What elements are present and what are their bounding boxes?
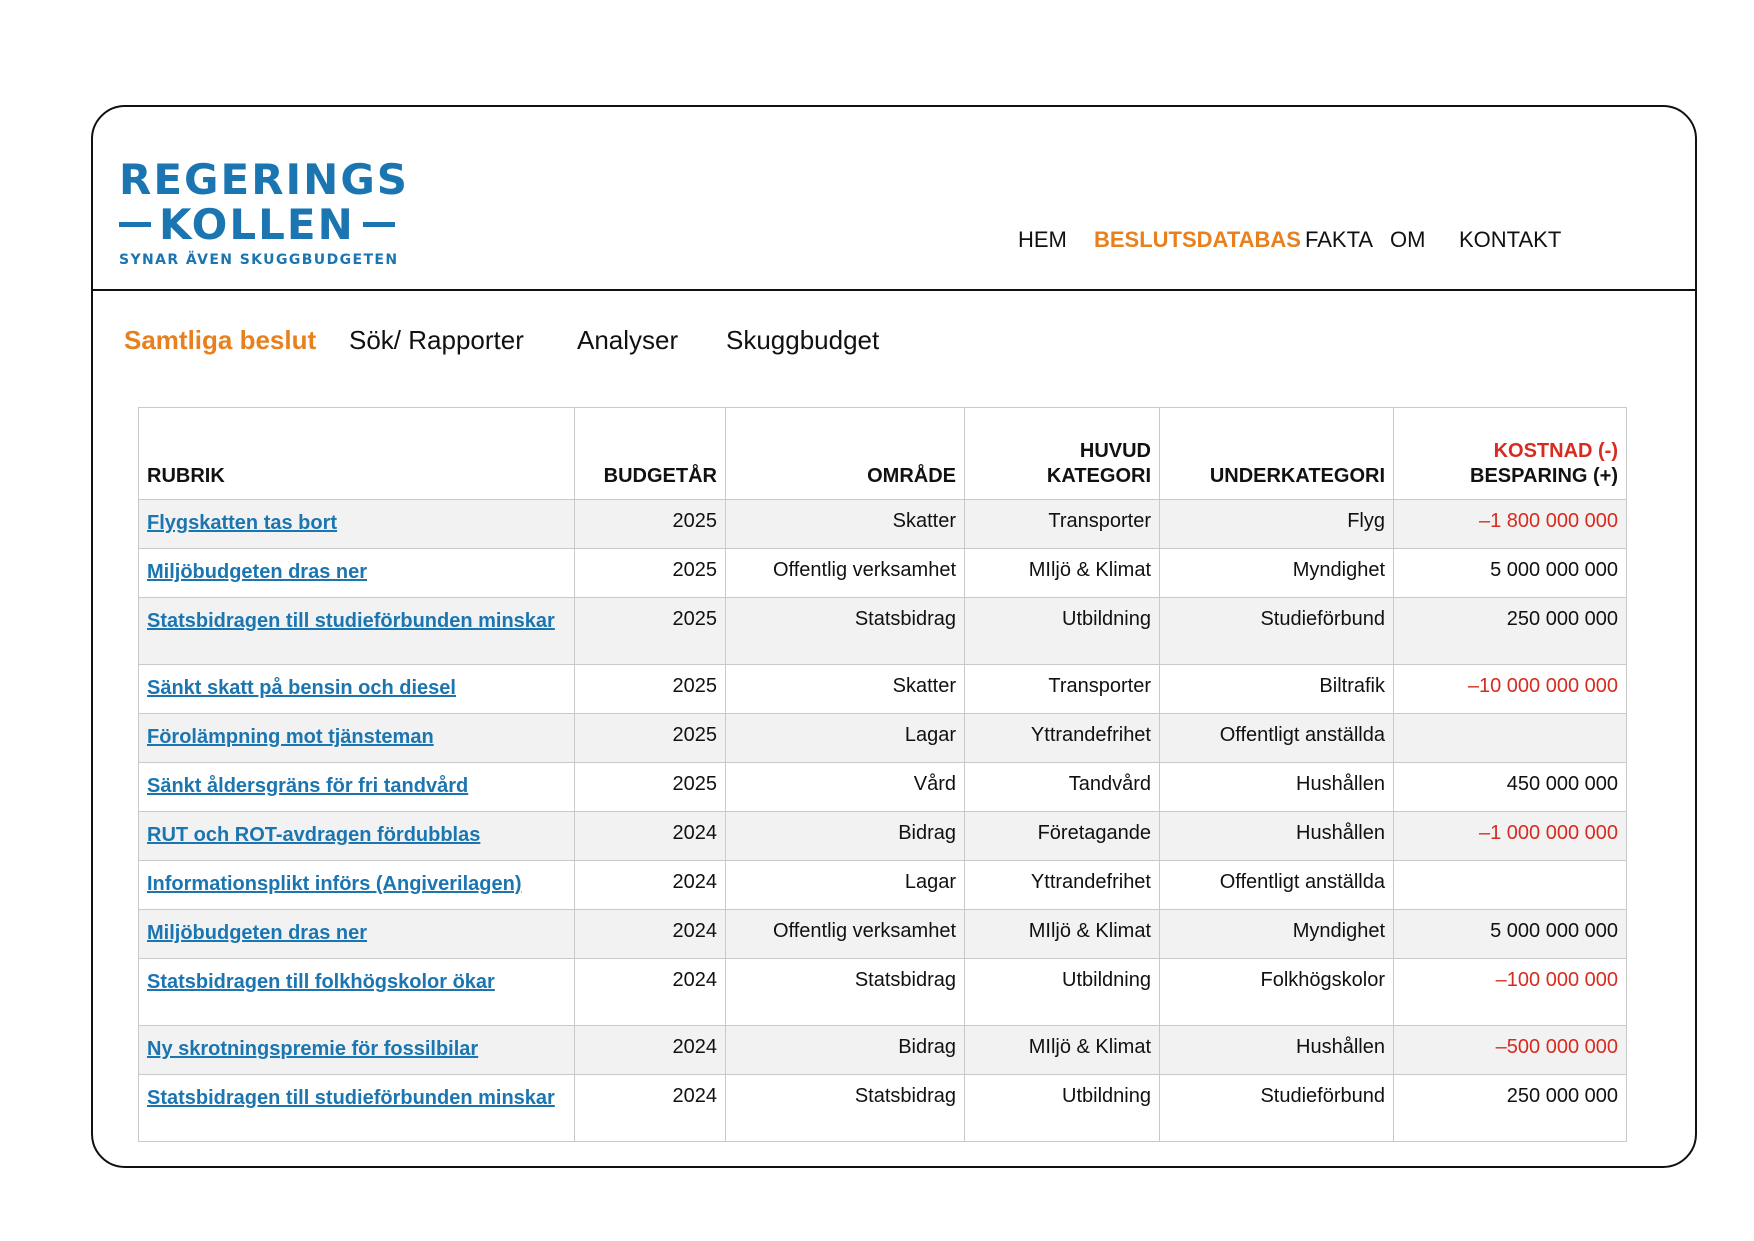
cell-belopp <box>1394 598 1627 665</box>
table-row[interactable] <box>139 1026 1627 1075</box>
cell-budgetar-value: 2024 <box>672 920 717 942</box>
column-header-huvudkategori-line1: HUVUD <box>1079 440 1151 462</box>
cell-underkategori <box>1160 1075 1394 1142</box>
cell-rubrik <box>139 1026 575 1075</box>
decision-link[interactable]: Informationsplikt införs (Angiverilagen) <box>147 873 522 895</box>
cell-huvudkategori <box>965 763 1160 812</box>
cell-rubrik <box>139 598 575 665</box>
decision-link[interactable]: Statsbidragen till studieförbunden minskar <box>147 1087 555 1109</box>
decision-link[interactable]: RUT och ROT-avdragen fördubblas <box>147 824 481 846</box>
cell-rubrik <box>139 812 575 861</box>
cell-underkategori <box>1160 1026 1394 1075</box>
site-header <box>93 107 1695 291</box>
cell-belopp-value: 5 000 000 000 <box>1490 920 1618 942</box>
cell-omrade-value: Bidrag <box>898 1036 956 1058</box>
cell-belopp <box>1394 549 1627 598</box>
cell-budgetar <box>575 1026 726 1075</box>
cell-underkategori-value: Studieförbund <box>1260 608 1385 630</box>
table-row[interactable] <box>139 1075 1627 1142</box>
cell-budgetar-value: 2024 <box>672 969 717 991</box>
table-row[interactable] <box>139 665 1627 714</box>
cell-omrade-value: Bidrag <box>898 822 956 844</box>
cell-omrade <box>726 812 965 861</box>
cell-rubrik <box>139 959 575 1026</box>
cell-budgetar-value: 2025 <box>672 675 717 697</box>
tab-skuggbudget[interactable]: Skuggbudget <box>726 325 880 355</box>
table-row[interactable] <box>139 812 1627 861</box>
cell-omrade-value: Skatter <box>892 510 956 532</box>
column-header-budgetar-label: BUDGETÅR <box>603 465 717 487</box>
decision-link[interactable]: Sänkt skatt på bensin och diesel <box>147 677 456 699</box>
cell-huvudkategori <box>965 598 1160 665</box>
cell-underkategori <box>1160 714 1394 763</box>
decision-link[interactable]: Statsbidragen till studieförbunden minskar <box>147 610 555 632</box>
cell-belopp-value: 250 000 000 <box>1506 608 1618 630</box>
cell-rubrik <box>139 549 575 598</box>
decisions-table <box>138 407 1627 1142</box>
cell-omrade <box>726 598 965 665</box>
table-body <box>139 500 1627 1142</box>
cell-rubrik <box>139 910 575 959</box>
cell-budgetar <box>575 500 726 549</box>
logo-dash-right <box>363 222 395 227</box>
cell-belopp-value: 250 000 000 <box>1506 1085 1618 1107</box>
logo-line-1: REGERINGS <box>119 155 410 204</box>
cell-belopp <box>1394 812 1627 861</box>
cell-budgetar <box>575 861 726 910</box>
cell-huvudkategori-value: Tandvård <box>1068 773 1151 795</box>
logo-line-2-text: KOLLEN <box>159 199 355 249</box>
cell-huvudkategori-value: Transporter <box>1048 510 1151 532</box>
tab-samtliga-beslut[interactable]: Samtliga beslut <box>124 325 317 355</box>
cell-huvudkategori <box>965 500 1160 549</box>
cell-belopp <box>1394 1026 1627 1075</box>
cell-belopp-value: –1 800 000 000 <box>1478 510 1618 532</box>
column-header-besparing: BESPARING (+) <box>1470 465 1618 487</box>
cell-huvudkategori <box>965 549 1160 598</box>
cell-budgetar <box>575 763 726 812</box>
cell-rubrik <box>139 1075 575 1142</box>
cell-omrade-value: Lagar <box>904 724 956 746</box>
cell-huvudkategori <box>965 812 1160 861</box>
cell-huvudkategori-value: Yttrandefrihet <box>1030 724 1151 746</box>
cell-omrade <box>726 910 965 959</box>
cell-huvudkategori-value: MIljö & Klimat <box>1028 1036 1151 1058</box>
cell-underkategori-value: Folkhögskolor <box>1260 969 1385 991</box>
cell-underkategori <box>1160 763 1394 812</box>
cell-rubrik <box>139 714 575 763</box>
cell-underkategori-value: Hushållen <box>1296 773 1385 795</box>
cell-belopp <box>1394 910 1627 959</box>
cell-huvudkategori-value: MIljö & Klimat <box>1028 559 1151 581</box>
table-row[interactable] <box>139 959 1627 1026</box>
cell-underkategori-value: Biltrafik <box>1319 675 1385 697</box>
decision-link[interactable]: Ny skrotningspremie för fossilbilar <box>147 1038 479 1060</box>
cell-budgetar-value: 2025 <box>672 724 717 746</box>
cell-underkategori <box>1160 861 1394 910</box>
cell-belopp-value: 5 000 000 000 <box>1490 559 1618 581</box>
table-row[interactable] <box>139 714 1627 763</box>
cell-belopp-value: –500 000 000 <box>1495 1036 1618 1058</box>
cell-budgetar <box>575 714 726 763</box>
cell-huvudkategori-value: Utbildning <box>1062 608 1151 630</box>
decision-link[interactable]: Förolämpning mot tjänsteman <box>147 726 434 748</box>
nav-kontakt[interactable]: KONTAKT <box>1459 227 1562 252</box>
cell-omrade <box>726 549 965 598</box>
cell-huvudkategori-value: MIljö & Klimat <box>1028 920 1151 942</box>
site-logo[interactable] <box>119 155 410 268</box>
cell-belopp <box>1394 714 1627 763</box>
column-header-rubrik[interactable] <box>139 408 575 500</box>
cell-underkategori <box>1160 500 1394 549</box>
cell-omrade-value: Skatter <box>892 675 956 697</box>
nav-beslutsdatabas[interactable]: BESLUTSDATABAS <box>1094 227 1301 252</box>
cell-underkategori-value: Studieförbund <box>1260 1085 1385 1107</box>
cell-huvudkategori-value: Yttrandefrihet <box>1030 871 1151 893</box>
cell-omrade-value: Offentlig verksamhet <box>772 559 956 581</box>
cell-omrade-value: Offentlig verksamhet <box>772 920 956 942</box>
cell-budgetar-value: 2025 <box>672 608 717 630</box>
cell-belopp-value: 450 000 000 <box>1506 773 1618 795</box>
table-header-row <box>139 408 1627 500</box>
cell-belopp-value: –1 000 000 000 <box>1478 822 1618 844</box>
cell-omrade-value: Statsbidrag <box>854 1085 956 1107</box>
cell-rubrik <box>139 763 575 812</box>
column-header-underkategori[interactable] <box>1160 408 1394 500</box>
logo-line-2 <box>119 199 399 249</box>
cell-budgetar-value: 2024 <box>672 871 717 893</box>
column-header-kostnad-besparing[interactable] <box>1394 408 1627 500</box>
cell-omrade <box>726 665 965 714</box>
cell-omrade-value: Vård <box>913 773 956 795</box>
cell-belopp <box>1394 861 1627 910</box>
decision-link[interactable]: Miljöbudgeten dras ner <box>147 561 368 583</box>
cell-huvudkategori-value: Utbildning <box>1062 969 1151 991</box>
tab-analyser[interactable]: Analyser <box>577 325 679 355</box>
cell-budgetar <box>575 959 726 1026</box>
tab-sok-rapporter[interactable]: Sök/ Rapporter <box>349 325 524 355</box>
cell-budgetar-value: 2024 <box>672 1036 717 1058</box>
cell-budgetar-value: 2025 <box>672 559 717 581</box>
table-row[interactable] <box>139 500 1627 549</box>
table-row[interactable] <box>139 763 1627 812</box>
table-row[interactable] <box>139 598 1627 665</box>
cell-underkategori-value: Myndighet <box>1292 920 1385 942</box>
column-header-omrade[interactable] <box>726 408 965 500</box>
cell-underkategori-value: Offentligt anställda <box>1219 871 1385 893</box>
cell-belopp <box>1394 959 1627 1026</box>
cell-underkategori <box>1160 549 1394 598</box>
cell-omrade <box>726 714 965 763</box>
decision-link[interactable]: Miljöbudgeten dras ner <box>147 922 368 944</box>
logo-tagline: SYNAR ÄVEN SKUGGBUDGETEN <box>119 252 399 268</box>
cell-rubrik <box>139 500 575 549</box>
cell-omrade <box>726 861 965 910</box>
cell-huvudkategori <box>965 910 1160 959</box>
cell-omrade-value: Lagar <box>904 871 956 893</box>
app-window <box>91 105 1697 1168</box>
cell-underkategori-value: Flyg <box>1347 510 1385 532</box>
cell-budgetar <box>575 812 726 861</box>
column-header-omrade-label: OMRÅDE <box>867 465 956 487</box>
cell-huvudkategori <box>965 1075 1160 1142</box>
cell-underkategori <box>1160 959 1394 1026</box>
cell-huvudkategori <box>965 1026 1160 1075</box>
cell-huvudkategori <box>965 665 1160 714</box>
cell-huvudkategori <box>965 861 1160 910</box>
cell-belopp-value: –100 000 000 <box>1495 969 1618 991</box>
cell-underkategori-value: Hushållen <box>1296 822 1385 844</box>
cell-underkategori-value: Hushållen <box>1296 1036 1385 1058</box>
cell-belopp-value: –10 000 000 000 <box>1467 675 1618 697</box>
table-row[interactable] <box>139 861 1627 910</box>
cell-rubrik <box>139 861 575 910</box>
table-row[interactable] <box>139 549 1627 598</box>
column-header-rubrik-label: RUBRIK <box>147 465 225 487</box>
cell-budgetar-value: 2024 <box>672 1085 717 1107</box>
decision-link[interactable]: Sänkt åldersgräns för fri tandvård <box>147 775 469 797</box>
cell-belopp <box>1394 665 1627 714</box>
cell-omrade <box>726 959 965 1026</box>
decision-link[interactable]: Statsbidragen till folkhögskolor ökar <box>147 971 495 993</box>
cell-budgetar-value: 2024 <box>672 822 717 844</box>
cell-omrade-value: Statsbidrag <box>854 969 956 991</box>
cell-budgetar <box>575 598 726 665</box>
column-header-underkategori-label: UNDERKATEGORI <box>1209 465 1385 487</box>
cell-underkategori-value: Offentligt anställda <box>1219 724 1385 746</box>
cell-underkategori <box>1160 598 1394 665</box>
column-header-huvudkategori[interactable] <box>965 408 1160 500</box>
nav-fakta[interactable]: FAKTA <box>1305 227 1374 252</box>
cell-huvudkategori-value: Transporter <box>1048 675 1151 697</box>
cell-budgetar-value: 2025 <box>672 773 717 795</box>
cell-budgetar <box>575 910 726 959</box>
cell-huvudkategori <box>965 714 1160 763</box>
cell-omrade <box>726 1075 965 1142</box>
cell-omrade-value: Statsbidrag <box>854 608 956 630</box>
column-header-huvudkategori-line2: KATEGORI <box>1046 465 1151 487</box>
logo-dash-left <box>119 222 151 227</box>
column-header-kostnad: KOSTNAD (-) <box>1493 440 1618 462</box>
cell-huvudkategori <box>965 959 1160 1026</box>
cell-underkategori <box>1160 665 1394 714</box>
cell-rubrik <box>139 665 575 714</box>
cell-omrade <box>726 1026 965 1075</box>
column-header-budgetar[interactable] <box>575 408 726 500</box>
cell-underkategori <box>1160 910 1394 959</box>
cell-underkategori <box>1160 812 1394 861</box>
cell-budgetar <box>575 665 726 714</box>
cell-huvudkategori-value: Företagande <box>1037 822 1151 844</box>
cell-underkategori-value: Myndighet <box>1292 559 1385 581</box>
cell-huvudkategori-value: Utbildning <box>1062 1085 1151 1107</box>
cell-belopp <box>1394 1075 1627 1142</box>
nav-home[interactable]: HEM <box>1018 227 1067 252</box>
nav-om[interactable]: OM <box>1390 227 1426 252</box>
table-row[interactable] <box>139 910 1627 959</box>
cell-omrade <box>726 500 965 549</box>
cell-omrade <box>726 763 965 812</box>
cell-budgetar <box>575 1075 726 1142</box>
cell-budgetar <box>575 549 726 598</box>
cell-belopp <box>1394 763 1627 812</box>
decision-link[interactable]: Flygskatten tas bort <box>147 512 338 534</box>
cell-budgetar-value: 2025 <box>672 510 717 532</box>
cell-belopp <box>1394 500 1627 549</box>
